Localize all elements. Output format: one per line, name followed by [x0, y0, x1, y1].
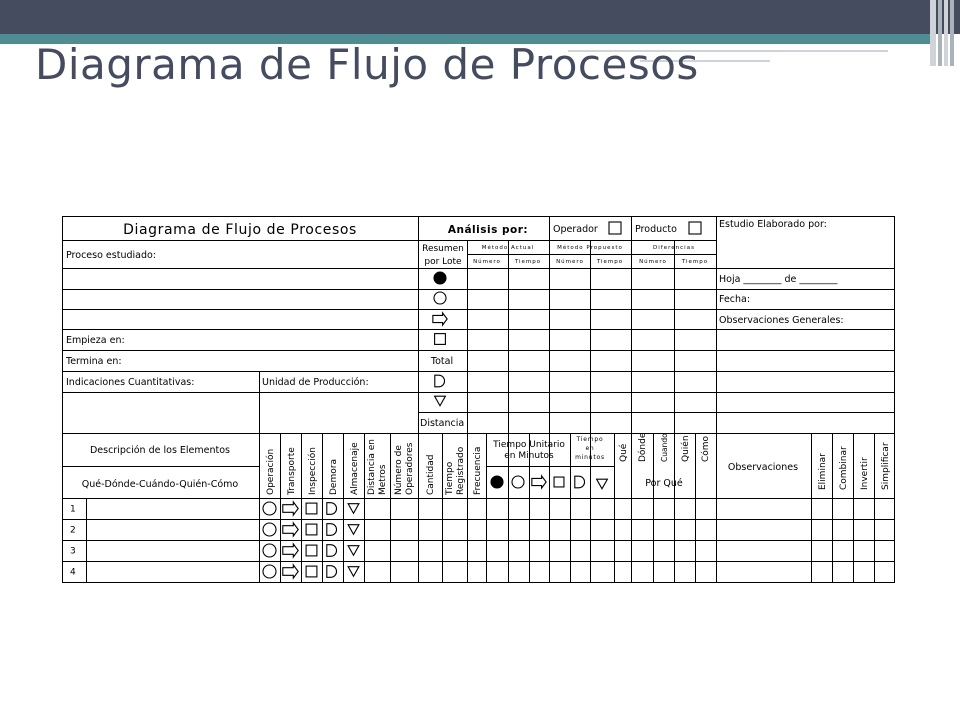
- question-header: Qué: [619, 443, 629, 462]
- tiempo-label: Tiempo: [514, 259, 542, 265]
- fecha-label: Fecha:: [719, 294, 751, 305]
- producto-label: Producto: [635, 224, 677, 235]
- action-header: Combinar: [839, 446, 849, 490]
- operador-checkbox: [609, 222, 621, 234]
- observaciones-generales-label: Observaciones Generales:: [719, 315, 844, 326]
- transport-arrow-icon: [283, 523, 298, 536]
- vertical-header: Demora: [329, 459, 339, 495]
- storage-triangle-icon: [348, 567, 359, 577]
- question-header: Cómo: [701, 435, 711, 462]
- inspection-square-icon: [554, 477, 564, 487]
- operation-icon: [263, 544, 276, 557]
- transport-arrow-icon: [433, 313, 447, 325]
- action-header: Simplificar: [881, 442, 891, 490]
- empieza-label: Empieza en:: [66, 335, 125, 346]
- unidad-label: Unidad de Producción:: [262, 377, 369, 388]
- hoja-label: Hoja ________ de ________: [719, 274, 838, 285]
- tiempo-minutos-label: Tiempo: [576, 436, 604, 443]
- vertical-header: Transporte: [287, 447, 297, 495]
- form-title: Diagrama de Flujo de Procesos: [123, 222, 357, 238]
- tiempo-unitario-label: Tiempo Unitario: [493, 440, 565, 450]
- por-que-label: Por Qué: [645, 478, 683, 489]
- tiempo-unitario-label: en Minutos: [504, 451, 554, 461]
- tiempo-label: Tiempo: [681, 259, 709, 265]
- action-header: Eliminar: [818, 453, 828, 490]
- metodo-actual-label: Método Actual: [481, 245, 535, 251]
- tiempo-label: Tiempo: [596, 259, 624, 265]
- question-header: Cuando: [660, 433, 669, 462]
- vertical-header: Tiempo: [445, 461, 455, 495]
- inspection-square-icon: [435, 334, 446, 345]
- vertical-header: Operación: [266, 448, 276, 495]
- vertical-header: Registrado: [456, 446, 466, 495]
- estudio-label: Estudio Elaborado por:: [719, 219, 827, 230]
- analisis-label: Análisis por:: [447, 224, 529, 236]
- transport-arrow-icon: [532, 476, 546, 488]
- operation-icon: [512, 476, 524, 488]
- slide-title: Diagrama de Flujo de Procesos: [35, 40, 699, 89]
- row-number: 4: [70, 567, 76, 578]
- vertical-header: Almacenaje: [350, 442, 360, 495]
- vertical-header: Número de: [394, 445, 404, 495]
- vertical-header: Distancia en: [367, 439, 377, 495]
- delay-d-icon: [327, 545, 337, 557]
- operation-icon: [434, 292, 446, 304]
- tiempo-minutos-label: minutos: [575, 454, 605, 461]
- transport-arrow-icon: [283, 502, 298, 515]
- delay-d-icon: [327, 503, 337, 515]
- numero-label: Número: [639, 259, 667, 265]
- distancia-label: Distancia: [420, 418, 465, 429]
- que-donde-label: Qué-Dónde-Cuándo-Quién-Cómo: [81, 479, 239, 490]
- operador-label: Operador: [553, 224, 598, 235]
- delay-d-icon: [327, 566, 337, 578]
- vertical-header: Metros: [378, 464, 388, 495]
- metodo-propuesto-label: Método Propuesto: [557, 245, 623, 251]
- operation-filled-icon: [434, 272, 446, 284]
- vertical-header: Inspección: [308, 447, 318, 495]
- row-number: 2: [70, 525, 76, 536]
- operation-filled-icon: [491, 476, 503, 488]
- total-label: Total: [430, 356, 454, 367]
- transport-arrow-icon: [283, 544, 298, 557]
- termina-label: Termina en:: [66, 356, 122, 367]
- transport-arrow-icon: [283, 565, 298, 578]
- observaciones-label: Observaciones: [727, 462, 799, 473]
- question-header: Quién: [681, 435, 691, 462]
- action-header: Invertir: [860, 457, 870, 490]
- delay-d-icon: [435, 375, 445, 387]
- operation-icon: [263, 523, 276, 536]
- numero-label: Número: [556, 259, 584, 265]
- storage-triangle-icon: [348, 525, 359, 535]
- row-number: 1: [70, 504, 76, 515]
- operation-icon: [263, 502, 276, 515]
- vertical-header: Cantidad: [426, 454, 436, 495]
- descripcion-label: Descripción de los Elementos: [89, 445, 231, 456]
- question-header: Dónde: [638, 432, 648, 462]
- numero-label: Número: [473, 259, 501, 265]
- storage-triangle-icon: [348, 504, 359, 514]
- operation-icon: [263, 565, 276, 578]
- producto-checkbox: [689, 222, 701, 234]
- inspection-square-icon: [306, 524, 317, 535]
- vertical-header: Frecuencia: [473, 446, 483, 495]
- storage-triangle-icon: [435, 396, 446, 406]
- row-number: 3: [70, 546, 76, 557]
- inspection-square-icon: [306, 566, 317, 577]
- proceso-label: Proceso estudiado:: [66, 250, 156, 261]
- storage-triangle-icon: [348, 546, 359, 556]
- delay-d-icon: [327, 524, 337, 536]
- diferencias-label: Diferencias: [653, 245, 695, 251]
- inspection-square-icon: [306, 545, 317, 556]
- vertical-header: Operadores: [405, 442, 415, 495]
- resumen-label: por Lote: [424, 257, 462, 267]
- resumen-label: Resumen: [422, 244, 464, 254]
- storage-triangle-icon: [597, 479, 608, 489]
- delay-d-icon: [575, 476, 585, 488]
- tiempo-minutos-label: en: [585, 445, 595, 452]
- inspection-square-icon: [306, 503, 317, 514]
- indicaciones-label: Indicaciones Cuantitativas:: [66, 377, 195, 388]
